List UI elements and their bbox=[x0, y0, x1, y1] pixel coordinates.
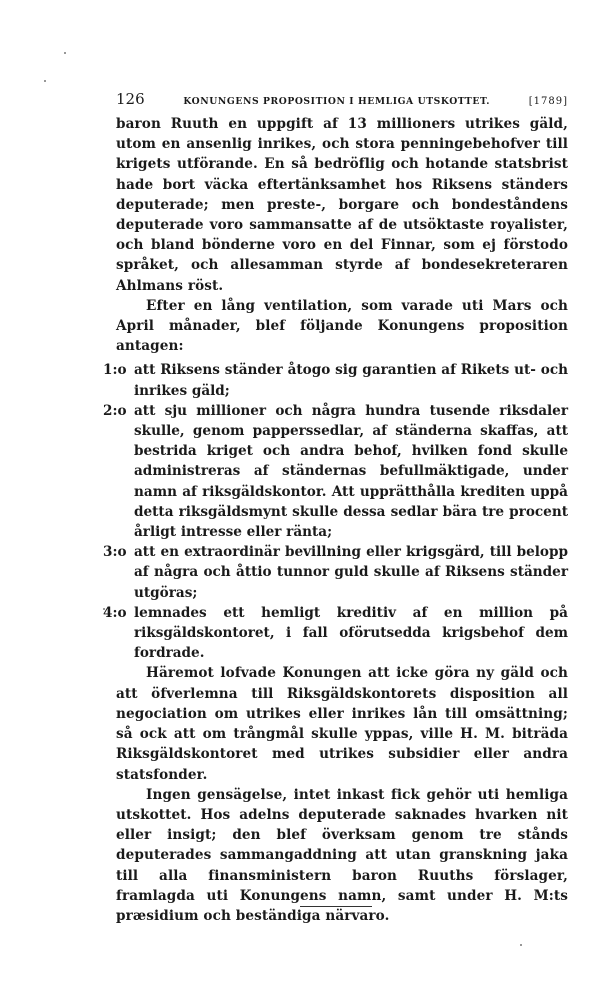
paragraph-proposition-intro: Efter en lång ventilation, som varade uti Mars och April månader, blef följande Konungens proposition antagen: bbox=[116, 297, 568, 355]
list-item bbox=[103, 603, 568, 664]
book-page bbox=[103, 90, 568, 926]
list-item-number: 1:o bbox=[103, 362, 127, 379]
list-item-number: 4:o bbox=[103, 604, 127, 621]
list-item bbox=[103, 542, 568, 603]
page-number: 126 bbox=[116, 90, 145, 108]
header-year: [1789] bbox=[528, 96, 568, 107]
list-item-number: 2:o bbox=[103, 402, 127, 419]
paragraph-committee: Ingen gensägelse, intet inkast fick gehör uti hemliga utskottet. Hos adelns deputerade saknades hvarken nit eller insigt; den blef överksam genom tre stånds deputerades sammangaddning att utan granskning jaka till alla finansministern baron Ruuths förslager, framlagda uti Konungens namn, samt under H. M:ts præsidium och beständiga närvaro. bbox=[116, 786, 568, 924]
running-header bbox=[116, 90, 568, 108]
list-item-number: 3:o bbox=[103, 544, 127, 561]
list-item-text: lemnades ett hemligt kreditiv af en million på riksgäldskontoret, i fall oförutsedda krigsbehof dem fordrade. bbox=[134, 604, 568, 662]
list-item bbox=[103, 401, 568, 542]
print-speck bbox=[64, 52, 66, 54]
print-speck bbox=[44, 80, 46, 82]
section-end-rule bbox=[300, 906, 372, 907]
print-speck bbox=[520, 944, 522, 946]
list-item bbox=[103, 360, 568, 400]
paragraph-continuation: baron Ruuth en uppgift af 13 millioners utrikes gäld, utom en ansenlig inrikes, och stora penningebehofver till krigets utförande. En så bedröflig och hotande statsbrist hade bort väcka eftertänksamhet hos Riksens ständers deputerade; men preste-, borgare och bondeståndens deputerade voro sammansatte af de utsöktaste royalister, och bland bönderne voro en del Finnar, som ej förstodo språket, och allesamman styrde af bondesekreteraren Ahlmans röst. bbox=[116, 116, 568, 294]
list-item-text: att sju millioner och några hundra tusende riksdaler skulle, genom papperssedlar, af ständerna skaffas, att bestrida kriget och andra behof, hvilken fond skulle administreras af ständernas befullmäktigade, under namn af riksgäldskontor. Att upprätthålla krediten uppå detta riksgäldsmynt skulle dessa sedlar bära tre procent årligt intresse eller ränta; bbox=[134, 402, 568, 541]
paragraph-king-promise: Häremot lofvade Konungen att icke göra ny gäld och att öfverlemna till Riksgäldskontorets disposition all negociation om utrikes eller inrikes lån till omsättning; så ock att om trångmål skulle yppas, ville H. M. biträda Riksgäldskontoret med utrikes subsidier eller andra statsfonder. bbox=[116, 665, 568, 783]
running-title: KONUNGENS PROPOSITION I HEMLIGA UTSKOTTET. bbox=[183, 96, 491, 107]
list-item-text: att Riksens ständer åtogo sig garantien af Rikets ut- och inrikes gäld; bbox=[134, 362, 568, 399]
list-item-text: att en extraordinär bevillning eller krigsgärd, till belopp af några och åttio tunnor guld skulle af Riksens ständer utgöras; bbox=[134, 544, 568, 601]
